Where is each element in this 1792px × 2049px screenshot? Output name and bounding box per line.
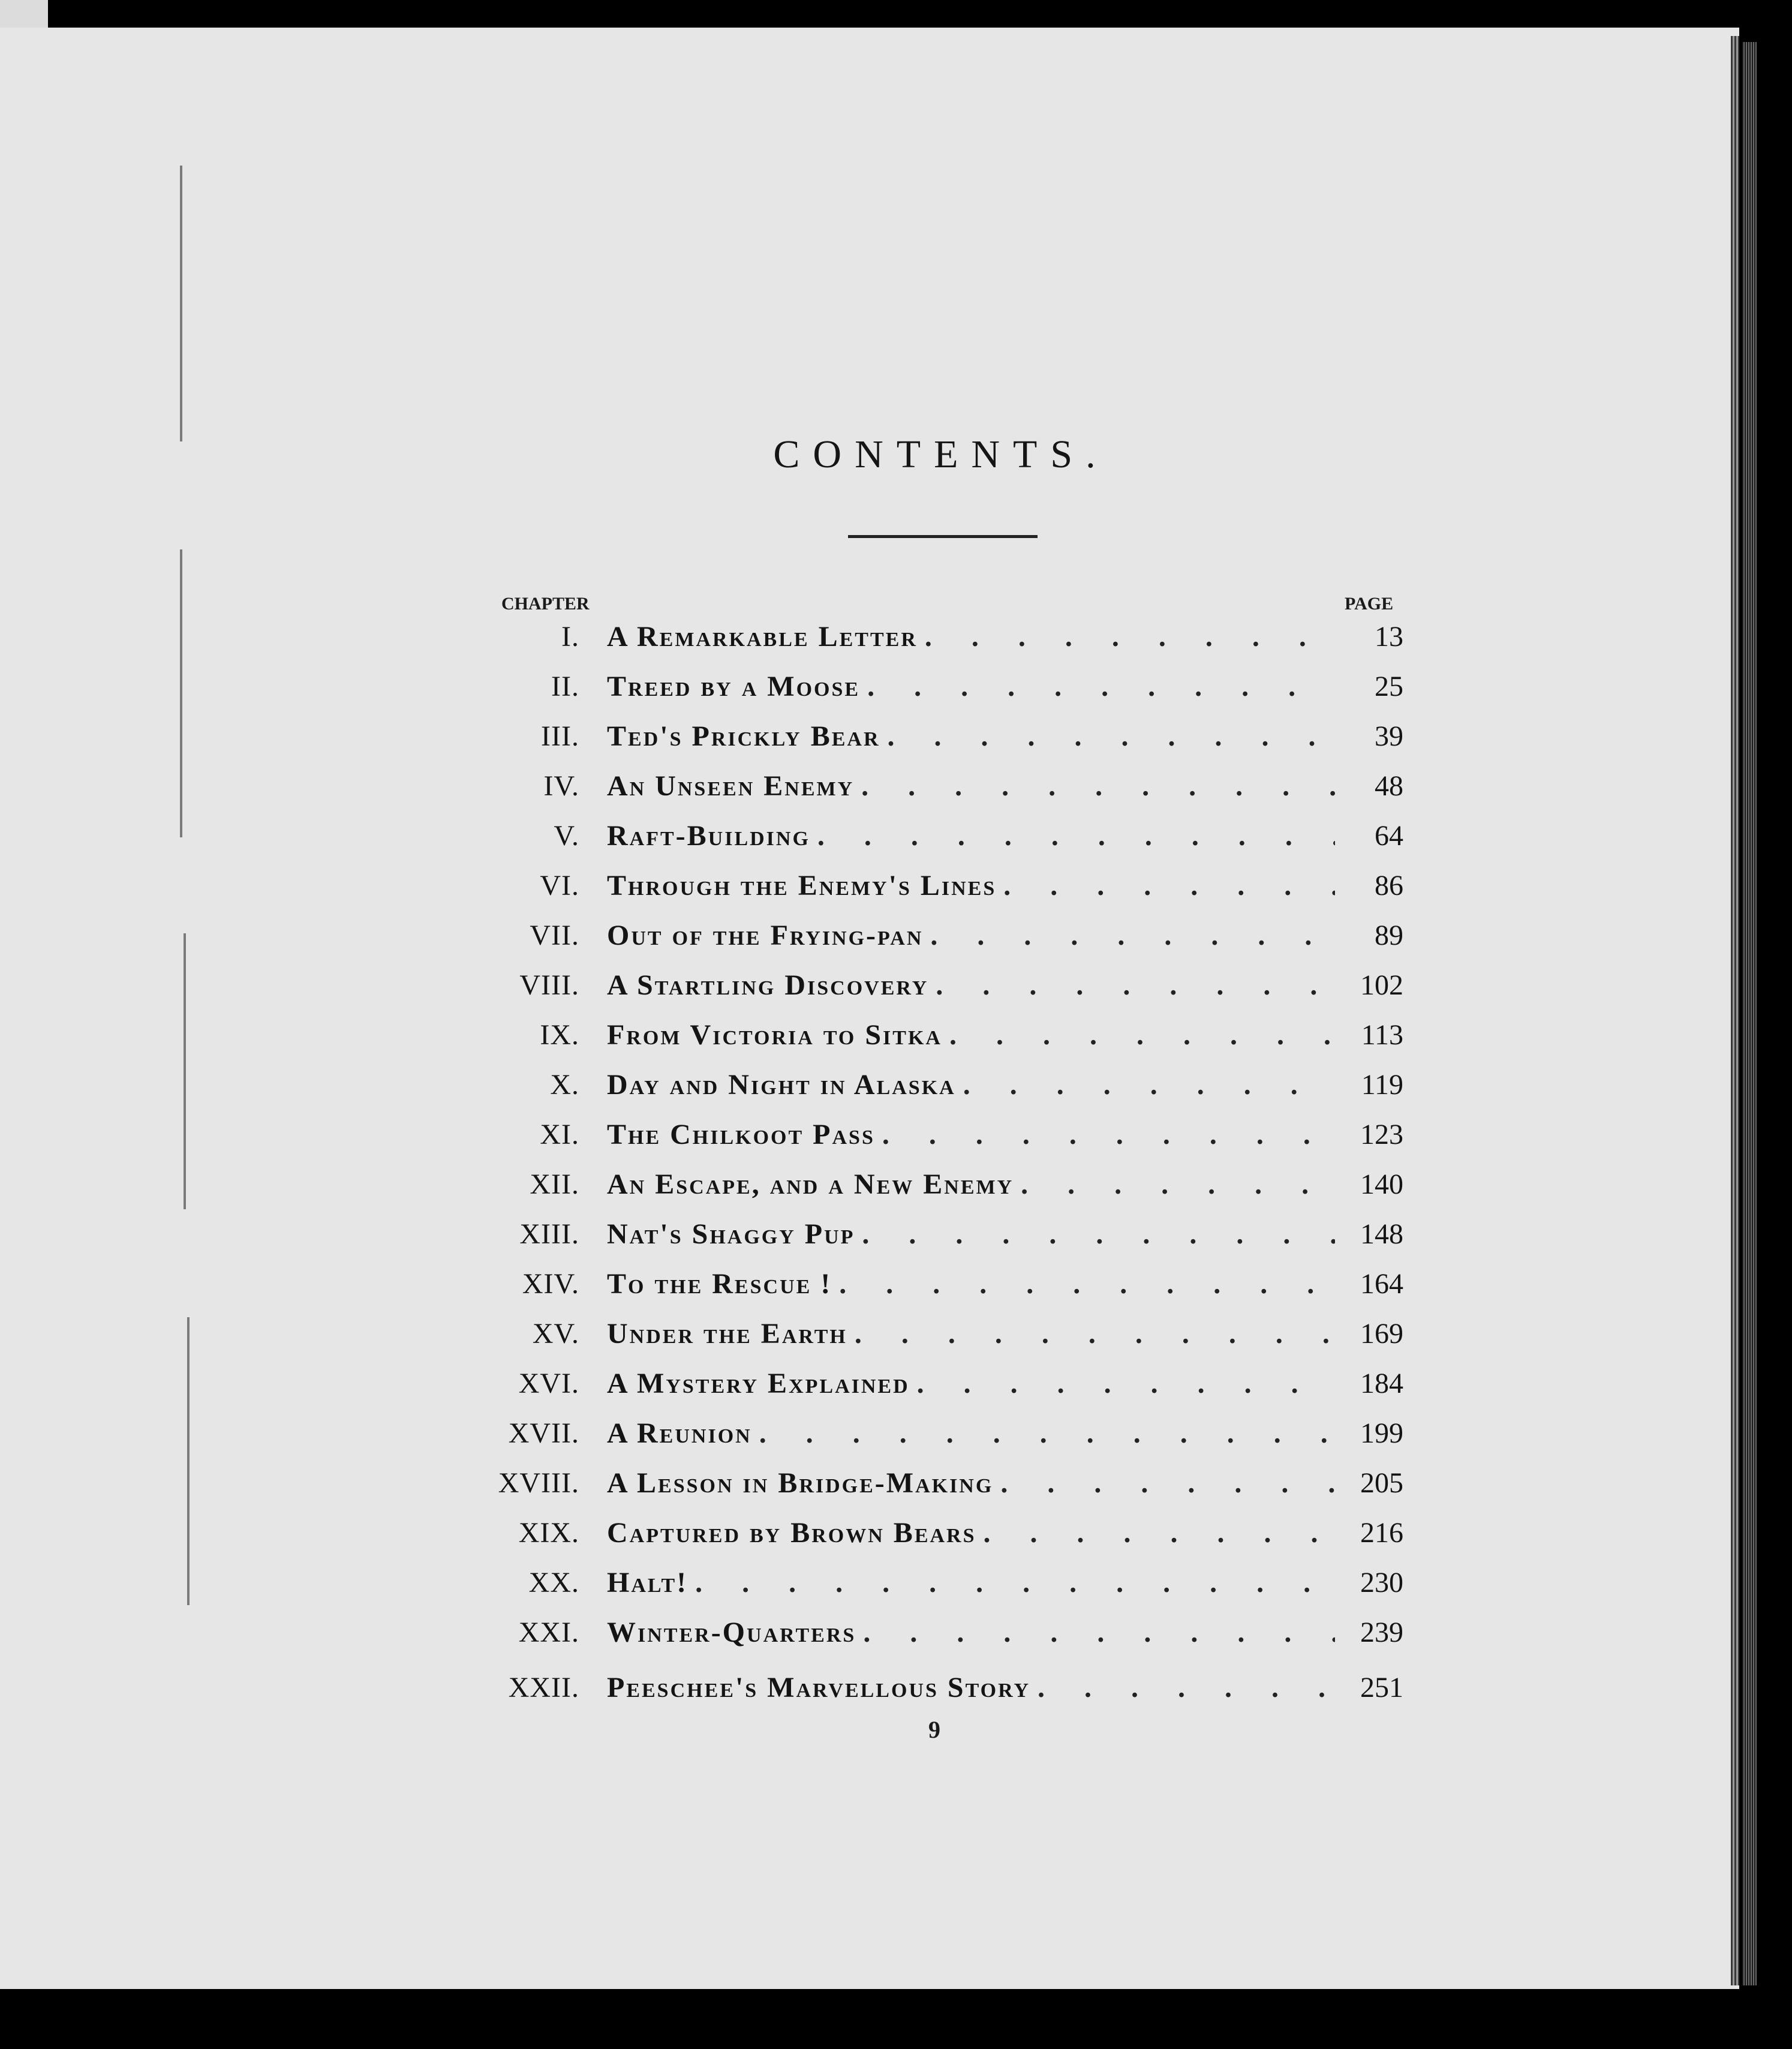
dot-leader [1021,1168,1335,1201]
chapter-number: III. [541,720,579,752]
chapter-page-number: 216 [1360,1517,1403,1549]
binding-mark [180,166,182,441]
chapter-number: XXI. [518,1617,579,1648]
toc-entry [474,711,1403,761]
chapter-page-number: 89 [1375,920,1403,951]
dot-leader [949,1019,1335,1051]
toc-entry [474,1458,1403,1508]
chapter-title: Captured by Brown Bears [607,1517,976,1549]
chapter-title: A Startling Discovery [607,969,929,1001]
chapter-title: An Escape, and a New Enemy [607,1168,1014,1200]
chapter-title: Nat's Shaggy Pup [607,1218,855,1250]
chapter-title: Raft-Building [607,820,810,852]
chapter-title: To the Rescue ! [607,1268,832,1300]
chapter-page-number: 148 [1360,1218,1403,1250]
chapter-title: A Mystery Explained [607,1368,910,1399]
scan-corner-mark [0,0,48,28]
toc-entry [474,1060,1403,1110]
chapter-number: XII. [530,1168,579,1200]
chapter-title: A Remarkable Letter [607,621,918,653]
chapter-title: The Chilkoot Pass [607,1119,875,1150]
chapter-number: XIX. [518,1517,579,1549]
toc-entry [474,1608,1403,1657]
dot-leader [882,1118,1335,1151]
chapter-number: II. [551,671,579,702]
dot-leader [925,620,1335,653]
chapter-number: VI. [540,870,579,902]
chapter-title: Through the Enemy's Lines [607,870,997,902]
toc-entry [474,1660,1403,1715]
toc-entry [474,1408,1403,1458]
chapter-page-number: 251 [1360,1671,1403,1704]
chapter-page-number: 39 [1375,720,1403,752]
page-column-header: PAGE [1345,594,1394,614]
chapter-page-number: 184 [1360,1368,1403,1399]
chapter-title: From Victoria to Sitka [607,1019,942,1051]
chapter-title: Halt! [607,1567,688,1599]
chapter-column-header: CHAPTER [501,594,590,614]
chapter-page-number: 13 [1375,621,1403,653]
dot-leader [695,1566,1335,1599]
chapter-number: X. [550,1069,579,1101]
toc-entry [474,1110,1403,1159]
chapter-title: Ted's Prickly Bear [607,720,880,752]
chapter-number: V. [554,820,579,852]
chapter-number: XI. [540,1119,579,1150]
chapter-page-number: 102 [1360,969,1403,1001]
toc-entry [474,1259,1403,1309]
chapter-page-number: 199 [1360,1417,1403,1449]
chapter-number: XIII. [519,1218,579,1250]
toc-entry [474,1209,1403,1259]
chapter-page-number: 169 [1360,1318,1403,1350]
chapter-page-number: 205 [1360,1467,1403,1499]
chapter-number: VII. [530,920,579,951]
dot-leader [936,969,1335,1002]
chapter-title: A Lesson in Bridge-Making [607,1467,994,1499]
chapter-page-number: 86 [1375,870,1403,902]
chapter-title: Peeschee's Marvellous Story [607,1671,1031,1704]
dot-leader [867,670,1335,703]
chapter-number: XXII. [508,1671,579,1704]
toc-entry [474,1159,1403,1209]
toc-entry [474,1508,1403,1558]
chapter-title: Winter-Quarters [607,1617,856,1648]
dot-leader [817,819,1335,852]
chapter-page-number: 113 [1361,1019,1403,1051]
chapter-number: XVIII. [498,1467,579,1499]
table-of-contents [474,612,1403,1715]
chapter-page-number: 239 [1360,1617,1403,1648]
chapter-number: XX. [528,1567,579,1599]
toc-entry [474,960,1403,1010]
chapter-number: XVII. [508,1417,579,1449]
dot-leader [984,1516,1335,1549]
chapter-page-number: 48 [1375,770,1403,802]
dot-leader [861,770,1335,803]
chapter-page-number: 164 [1360,1268,1403,1300]
chapter-title: Under the Earth [607,1318,847,1350]
dot-leader [963,1068,1335,1101]
binding-mark [180,549,182,837]
dot-leader [930,919,1335,952]
dot-leader [888,720,1335,753]
toc-entry [474,612,1403,662]
chapter-number: IX. [540,1019,579,1051]
dot-leader [1000,1467,1335,1500]
chapter-title: An Unseen Enemy [607,770,855,802]
chapter-page-number: 230 [1360,1567,1403,1599]
chapter-number: I. [561,621,579,653]
page-number: 9 [928,1716,940,1743]
toc-entry [474,761,1403,811]
toc-entry [474,811,1403,861]
page-edge [1731,36,1739,1985]
chapter-number: XIV. [522,1268,579,1300]
toc-entry [474,1010,1403,1060]
chapter-title: A Reunion [607,1417,752,1449]
page-title: CONTENTS. [773,432,1109,476]
dot-leader [917,1367,1335,1400]
book-edge [1742,42,1757,1985]
dot-leader [839,1267,1335,1300]
dot-leader [759,1417,1335,1450]
toc-entry [474,662,1403,711]
toc-entry [474,1558,1403,1608]
chapter-title: Out of the Frying-pan [607,920,924,951]
dot-leader [1003,869,1335,902]
chapter-page-number: 123 [1360,1119,1403,1150]
dot-leader [862,1218,1335,1251]
chapter-number: VIII. [519,969,579,1001]
dot-leader [863,1616,1335,1649]
toc-entry [474,911,1403,960]
chapter-number: XV. [532,1318,579,1350]
chapter-page-number: 140 [1360,1168,1403,1200]
toc-entry [474,861,1403,911]
binding-mark [184,933,186,1209]
chapter-page-number: 25 [1375,671,1403,702]
dot-leader [1038,1671,1335,1704]
chapter-page-number: 119 [1361,1069,1403,1101]
dot-leader [855,1317,1335,1350]
title-rule [848,535,1038,538]
chapter-title: Treed by a Moose [607,671,861,702]
toc-entry [474,1309,1403,1359]
chapter-page-number: 64 [1375,820,1403,852]
toc-entry [474,1359,1403,1408]
chapter-title: Day and Night in Alaska [607,1069,956,1101]
binding-mark [187,1317,190,1605]
chapter-number: XVI. [518,1368,579,1399]
chapter-number: IV. [543,770,579,802]
